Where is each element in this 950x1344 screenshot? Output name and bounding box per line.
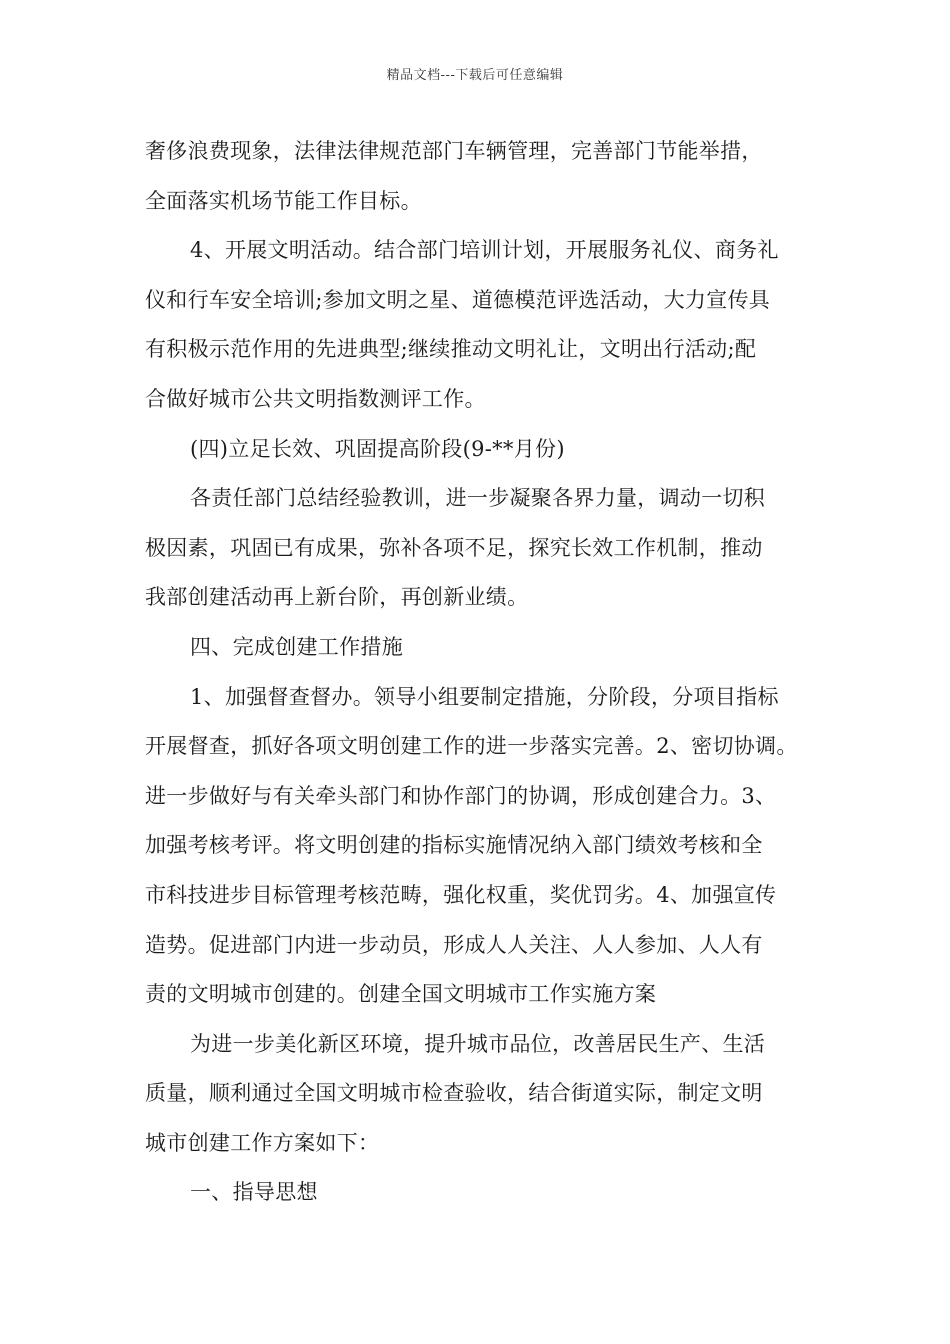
text-line: 质量，顺利通过全国文明城市检查验收，结合街道实际，制定文明 [145, 1081, 763, 1106]
text-line: 造势。促进部门内进一步动员，形成人人关注、人人参加、人人有 [145, 932, 763, 957]
section-heading: 四、完成创建工作措施 [190, 634, 403, 659]
text-line: 仪和行车安全培训;参加文明之星、道德模范评选活动，大力宣传具 [145, 287, 771, 312]
text-line: 奢侈浪费现象，法律法律规范部门车辆管理，完善部门节能举措， [145, 139, 763, 163]
text-line: 各责任部门总结经验教训，进一步凝聚各界力量，调动一切积 [190, 486, 766, 511]
text-line: 进一步做好与有关牵头部门和协作部门的协调，形成创建合力。3、 [145, 783, 777, 808]
text-line: 全面落实机场节能工作目标。 [145, 188, 422, 213]
text-line: 开展督查，抓好各项文明创建工作的进一步落实完善。2、密切协调。 [145, 734, 798, 759]
text-line: 有积极示范作用的先进典型;继续推动文明礼让，文明出行活动;配 [145, 337, 757, 362]
document-body [145, 127, 825, 1218]
text-line: 我部创建活动再上新台阶，再创新业绩。 [145, 585, 529, 610]
section-heading: (四)立足长效、巩固提高阶段(9-**月份) [190, 436, 565, 461]
text-line: 4、开展文明活动。结合部门培训计划，开展服务礼仪、商务礼 [190, 238, 779, 263]
section-heading: 一、指导思想 [190, 1180, 318, 1205]
text-line: 责的文明城市创建的。创建全国文明城市工作实施方案 [145, 982, 657, 1007]
text-line: 1、加强督查督办。领导小组要制定措施，分阶段，分项目指标 [190, 684, 779, 709]
text-line: 为进一步美化新区环境，提升城市品位，改善居民生产、生活 [190, 1031, 766, 1056]
page-header: 精品文档---下载后可任意编辑 [386, 68, 564, 83]
text-line: 合做好城市公共文明指数测评工作。 [145, 386, 486, 411]
text-line: 极因素，巩固已有成果，弥补各项不足，探究长效工作机制，推动 [145, 535, 763, 560]
text-line: 城市创建工作方案如下： [145, 1130, 380, 1155]
text-line: 加强考核考评。将文明创建的指标实施情况纳入部门绩效考核和全 [145, 833, 763, 858]
text-line: 市科技进步目标管理考核范畴，强化权重，奖优罚劣。4、加强宣传 [145, 882, 777, 907]
